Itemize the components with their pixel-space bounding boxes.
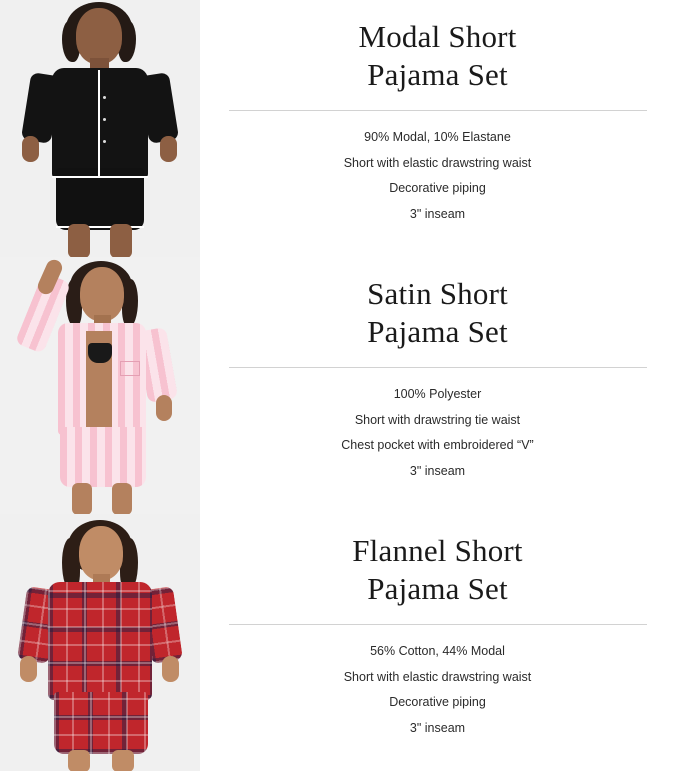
product-image-modal xyxy=(0,0,200,257)
feature-item: Short with elastic drawstring waist xyxy=(343,155,532,170)
product-title xyxy=(358,18,516,94)
feature-item: Chest pocket with embroidered “V” xyxy=(341,438,534,452)
product-title-line1: Modal Short xyxy=(358,19,517,54)
feature-list xyxy=(344,639,532,741)
hair-right-strand xyxy=(122,279,138,327)
model-illustration xyxy=(0,0,200,257)
feature-item: Decorative piping xyxy=(389,181,486,195)
leg-left xyxy=(68,750,90,771)
head xyxy=(79,526,123,580)
feature-list xyxy=(344,125,532,227)
piping-placket xyxy=(98,70,100,176)
pajama-top xyxy=(48,582,152,700)
leg-right xyxy=(110,224,132,257)
feature-item: 3" inseam xyxy=(409,206,466,221)
pajama-shorts xyxy=(60,427,146,487)
divider xyxy=(229,624,647,625)
hand-right xyxy=(162,656,179,682)
head xyxy=(76,8,122,64)
product-title xyxy=(352,532,523,608)
leg-right xyxy=(112,750,134,771)
pajama-shorts xyxy=(54,692,148,754)
leg-left xyxy=(68,224,90,257)
divider xyxy=(229,110,647,111)
product-info xyxy=(200,514,675,771)
product-title-line1: Satin Short xyxy=(367,276,508,311)
bra xyxy=(88,343,112,363)
model-illustration xyxy=(0,257,200,514)
leg-left xyxy=(72,483,92,514)
leg-right xyxy=(112,483,132,514)
divider xyxy=(229,367,647,368)
hand-right xyxy=(160,136,177,162)
feature-item: 3" inseam xyxy=(409,720,466,735)
feature-item: Short with elastic drawstring waist xyxy=(343,669,532,684)
product-info xyxy=(200,257,675,514)
product-title-line1: Flannel Short xyxy=(352,533,523,568)
hand-left xyxy=(22,136,39,162)
product-title xyxy=(367,275,508,351)
product-row xyxy=(0,514,675,771)
button xyxy=(103,140,106,143)
feature-item: 56% Cotton, 44% Modal xyxy=(370,644,505,658)
piping-hem xyxy=(52,176,148,178)
feature-list xyxy=(341,382,533,484)
feature-item: Decorative piping xyxy=(389,695,486,709)
feature-item: 90% Modal, 10% Elastane xyxy=(364,130,511,144)
product-info xyxy=(200,0,675,257)
product-image-satin xyxy=(0,257,200,514)
product-row xyxy=(0,257,675,514)
pajama-top xyxy=(52,68,148,178)
product-title-line2: Pajama Set xyxy=(367,314,508,349)
button xyxy=(103,96,106,99)
feature-item: 3" inseam xyxy=(409,463,466,478)
model-illustration xyxy=(0,514,200,771)
hand-right xyxy=(156,395,172,421)
feature-item: Short with drawstring tie waist xyxy=(354,412,521,427)
product-row xyxy=(0,0,675,257)
head xyxy=(80,267,124,321)
feature-item: 100% Polyester xyxy=(393,387,482,401)
button xyxy=(103,118,106,121)
chest-pocket xyxy=(120,361,140,376)
product-title-line2: Pajama Set xyxy=(367,57,508,92)
product-title-line2: Pajama Set xyxy=(367,571,508,606)
product-image-flannel xyxy=(0,514,200,771)
hand-left xyxy=(20,656,37,682)
